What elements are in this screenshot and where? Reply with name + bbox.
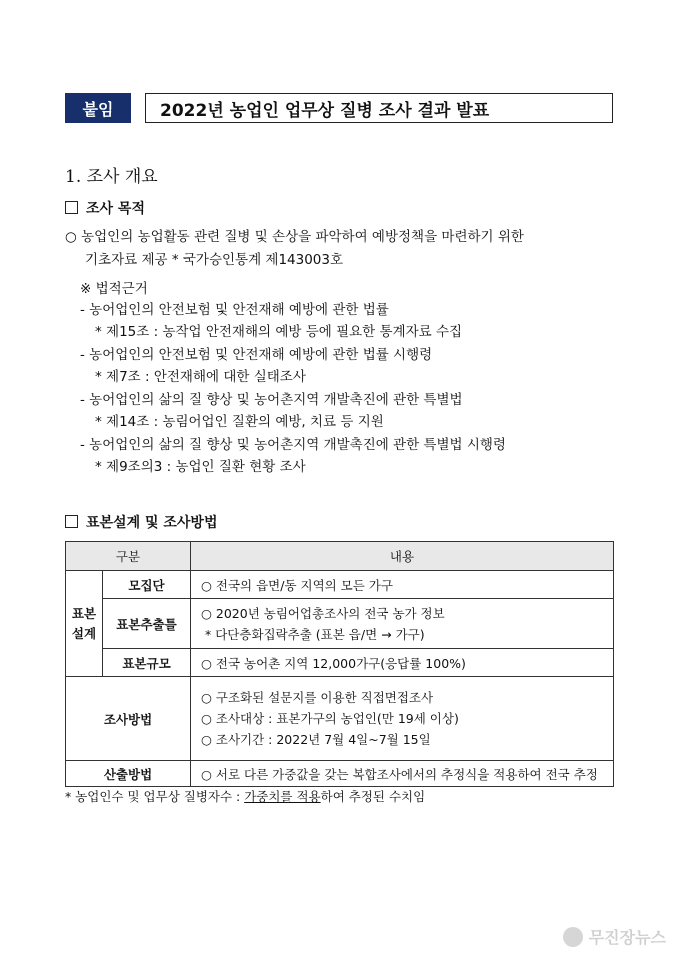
law-item: - 농어업인의 삶의 질 향상 및 농어촌지역 개발촉진에 관한 특별법 <box>80 392 463 408</box>
survey-method-line-1: ○ 구조화된 설문지를 이용한 직접면접조사 <box>201 690 434 705</box>
table-footnote <box>65 787 425 805</box>
sample-size-value: ○ 전국 농어촌 지역 12,000가구(응답률 100%) <box>191 649 614 677</box>
table-header-content: 내용 <box>191 542 614 571</box>
survey-design-table <box>65 541 614 787</box>
law-item: - 농어업인의 삶의 질 향상 및 농어촌지역 개발촉진에 관한 특별법 시행령 <box>80 437 506 453</box>
attachment-tag: 붙임 <box>65 93 131 123</box>
footnote-prefix: * 농업인수 및 업무상 질병자수 : <box>65 789 245 804</box>
survey-method-label: 조사방법 <box>66 677 191 761</box>
survey-method-line-2: ○ 조사대상 : 표본가구의 농업인(만 19세 이상) <box>201 711 459 726</box>
calculation-method-label: 산출방법 <box>66 761 191 787</box>
table-header-category: 구분 <box>66 542 191 571</box>
calculation-method-value: ○ 서로 다른 가중값을 갖는 복합조사에서의 추정식을 적용하여 전국 추정 <box>191 761 614 787</box>
purpose-heading <box>65 198 145 218</box>
sampling-frame-label: 표본추출틀 <box>103 599 191 649</box>
watermark-text: 무진장뉴스 <box>588 928 666 947</box>
law-article: * 제15조 : 농작업 안전재해의 예방 등에 필요한 통계자료 수집 <box>95 324 463 340</box>
document-title: 2022년 농업인 업무상 질병 조사 결과 발표 <box>145 93 613 123</box>
sample-design-label: 표본 설계 <box>66 571 103 677</box>
sample-size-label: 표본규모 <box>103 649 191 677</box>
footnote-suffix: 하여 추정된 수치임 <box>320 789 426 804</box>
watermark <box>563 925 666 948</box>
sampling-frame-line-1: ○ 2020년 농림어업총조사의 전국 농가 정보 <box>201 605 445 621</box>
law-article: * 제7조 : 안전재해에 대한 실태조사 <box>95 369 306 385</box>
watermark-logo-icon <box>563 927 583 947</box>
purpose-line-2: 기초자료 제공 * 국가승인통계 제143003호 <box>85 252 344 268</box>
population-value: ○ 전국의 읍면/동 지역의 모든 가구 <box>191 571 614 599</box>
footnote-emphasis: 가중치를 적용 <box>244 789 321 804</box>
survey-method-value <box>191 677 614 761</box>
square-bullet-icon <box>65 515 78 528</box>
sampling-heading-text: 표본설계 및 조사방법 <box>86 515 218 531</box>
law-item: - 농어업인의 안전보험 및 안전재해 예방에 관한 법률 시행령 <box>80 347 433 363</box>
sampling-frame-line-2: * 다단층화집락추출 (표본 읍/면 → 가구) <box>205 626 425 642</box>
law-item: - 농어업인의 안전보험 및 안전재해 예방에 관한 법률 <box>80 302 389 318</box>
legal-basis-label: ※ 법적근거 <box>80 281 148 297</box>
sampling-frame-value <box>191 599 614 649</box>
population-label: 모집단 <box>103 571 191 599</box>
square-bullet-icon <box>65 201 78 214</box>
purpose-line-1: ○ 농업인의 농업활동 관련 질병 및 손상을 파악하여 예방정책을 마련하기 위한 <box>65 229 524 245</box>
law-article: * 제9조의3 : 농업인 질환 현황 조사 <box>95 459 306 475</box>
section-title: 1. 조사 개요 <box>65 167 158 187</box>
law-article: * 제14조 : 농림어업인 질환의 예방, 치료 등 지원 <box>95 414 384 430</box>
sampling-heading <box>65 512 217 532</box>
purpose-heading-text: 조사 목적 <box>86 201 145 217</box>
survey-method-line-3: ○ 조사기간 : 2022년 7월 4일~7월 15일 <box>201 732 431 747</box>
